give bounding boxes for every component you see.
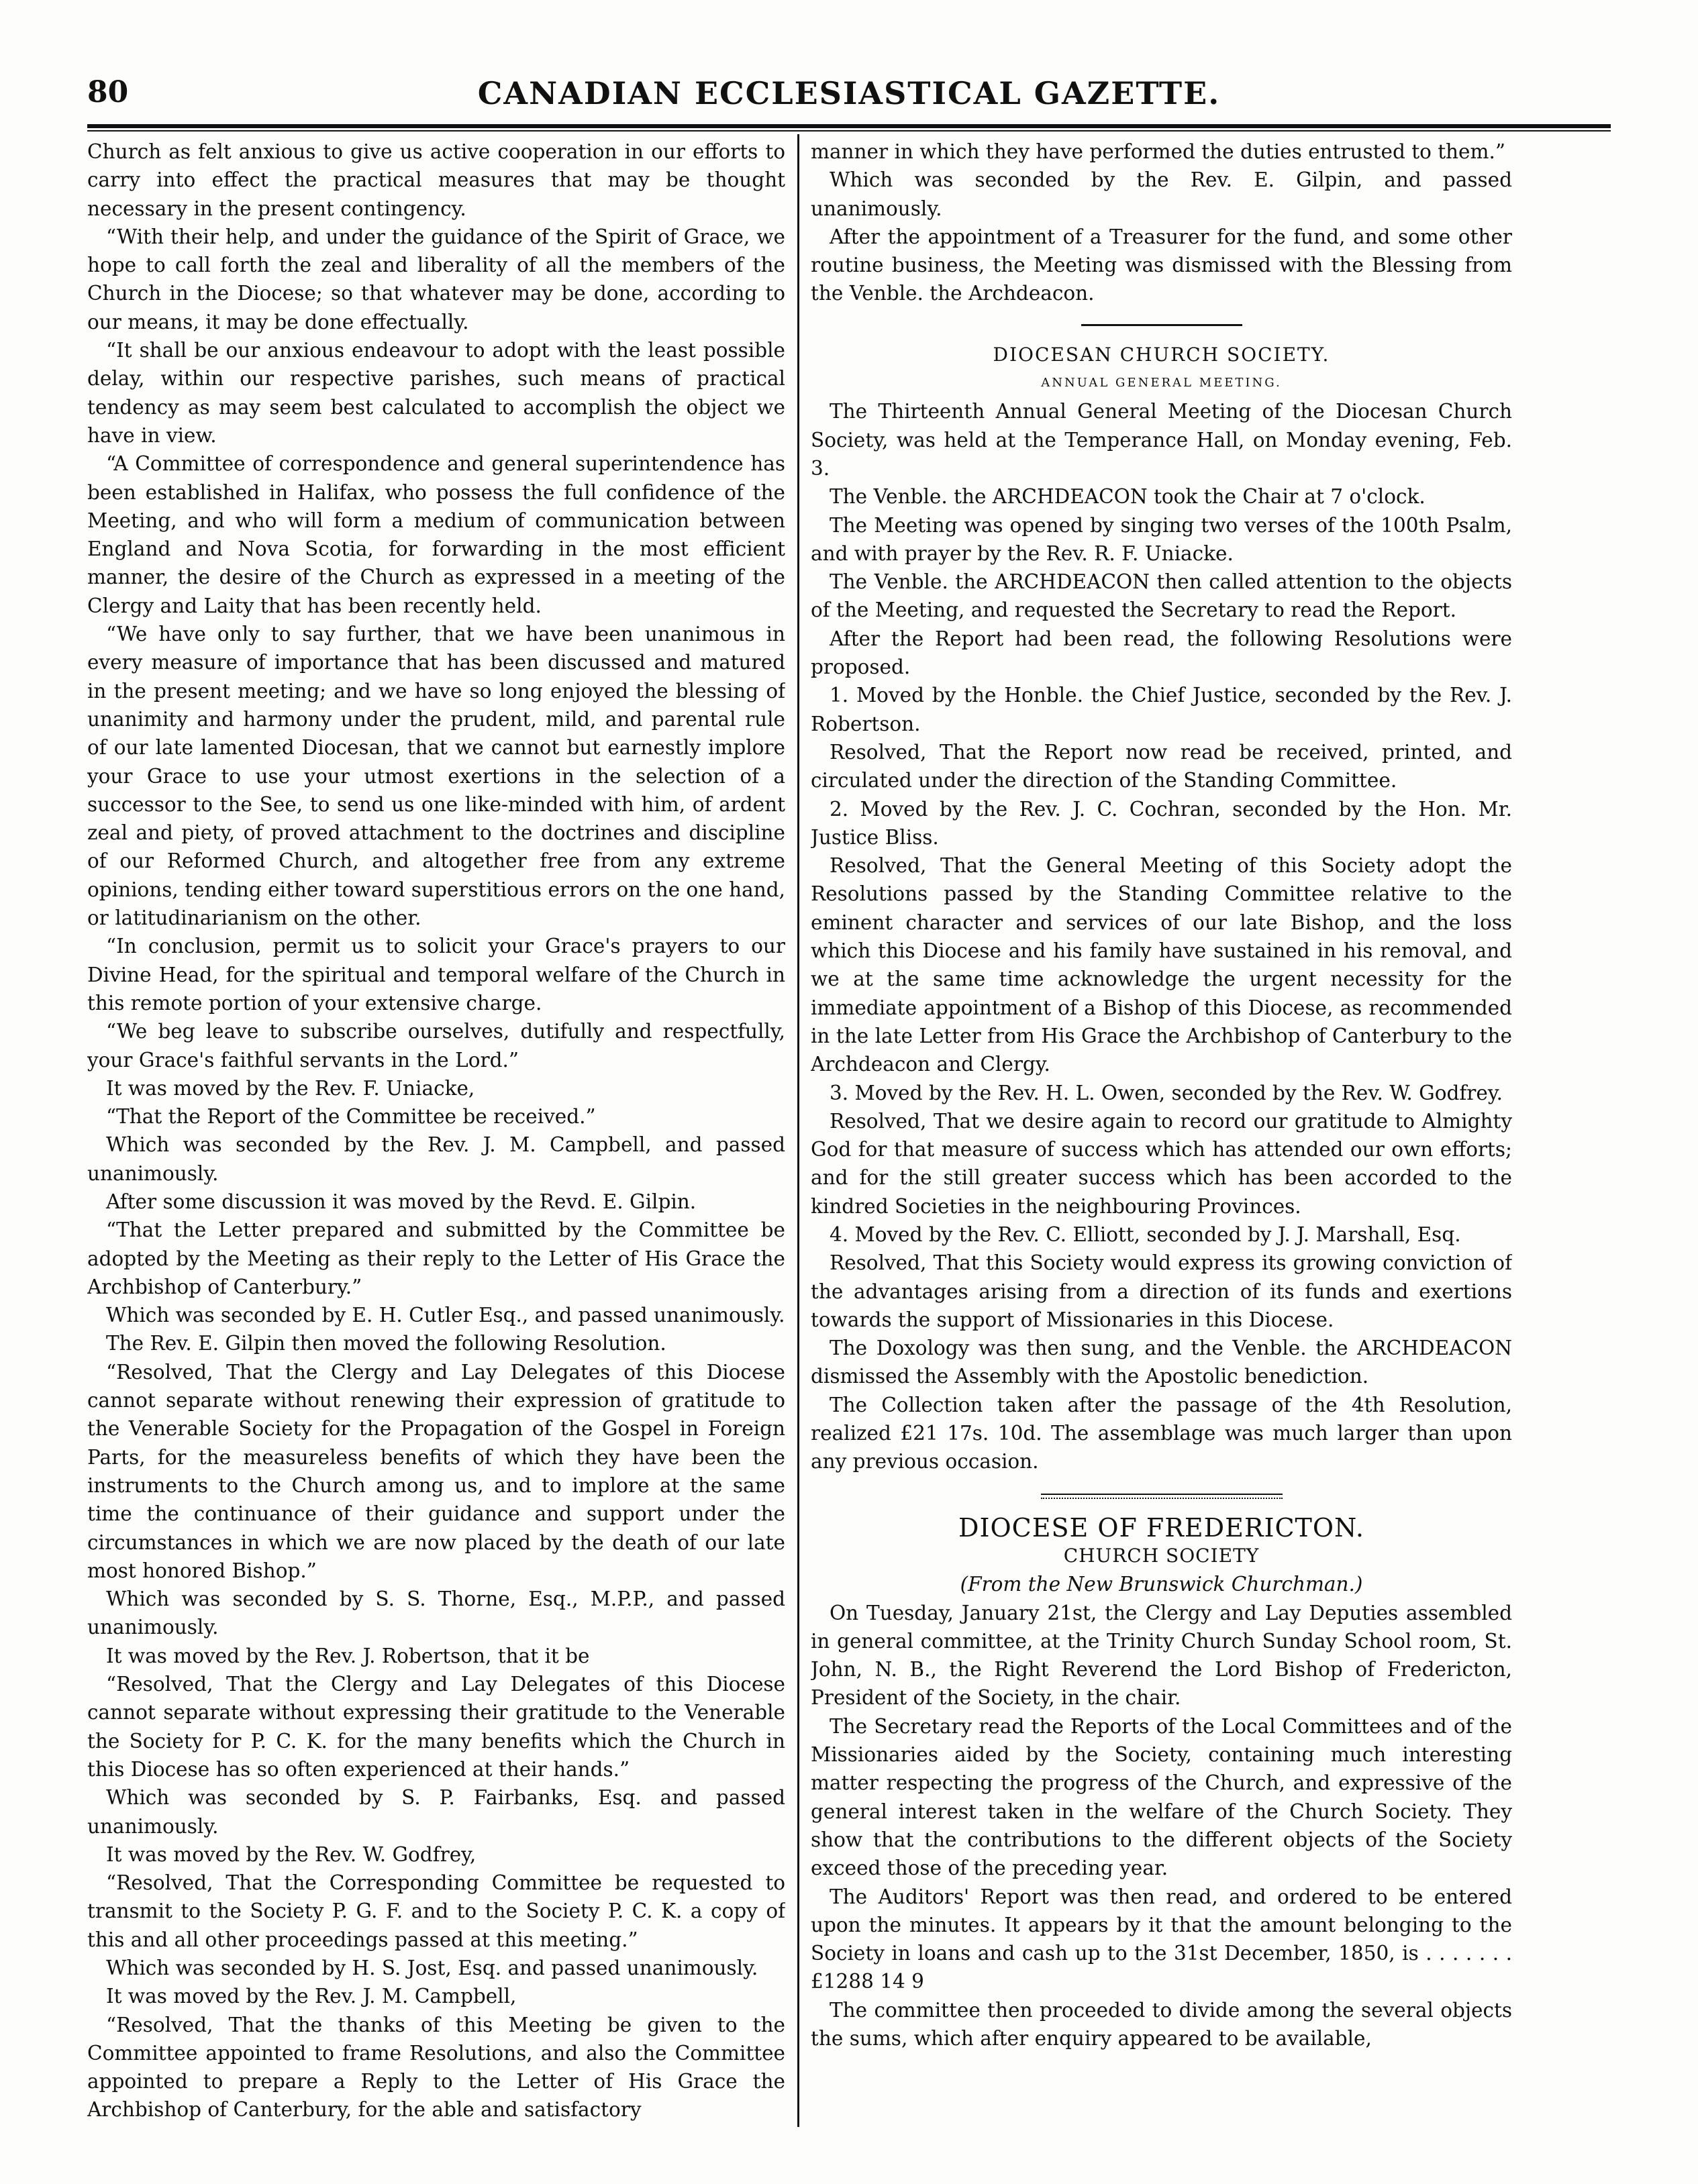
paragraph: The Meeting was opened by singing two verses of the 100th Psalm, and with prayer by the Rev. R. F. Uniacke.	[811, 513, 1512, 565]
section-subheading: ANNUAL GENERAL MEETING.	[1041, 376, 1282, 391]
page-header	[87, 75, 1611, 122]
paragraph: “That the Report of the Committee be received.”	[106, 1105, 596, 1129]
paragraph: The Secretary read the Reports of the Local Committees and of the Missionaries aided by the Society, containing much interesting matter respecting the progress of the Church, and expressive of the general interest taken in the welfare of the Church Society. They show that the contributions to the different objects of the Society exceed those of the preceding year.	[811, 1714, 1512, 1880]
paragraph: The Collection taken after the passage of the 4th Resolution, realized £21 17s. 10d. The assemblage was much larger than upon any previous occasion.	[811, 1393, 1512, 1473]
paragraph: The Venble. the ARCHDEACON took the Chair at 7 o'clock.	[830, 485, 1426, 509]
paragraph: It was moved by the Rev. F. Uniacke,	[106, 1076, 475, 1100]
paragraph: “Resolved, That the Corresponding Committee be requested to transmit to the Society P. G. F. and to the Society P. C. K. a copy of this and all other proceedings passed at this meeting.”	[87, 1871, 785, 1951]
paragraph: Which was seconded by H. S. Jost, Esq. and passed unanimously.	[106, 1957, 758, 1979]
page-number: 80	[87, 75, 129, 109]
paragraph: On Tuesday, January 21st, the Clergy and Lay Deputies assembled in general committee, at the Trinity Church Sunday School room, St. John, N. B., the Right Reverend the Lord Bishop of Fredericton, President of the Society, in the chair.	[811, 1601, 1512, 1710]
paragraph: The Thirteenth Annual General Meeting of the Diocesan Church Society, was held at the Temperance Hall, on Monday evening, Feb. 3.	[811, 400, 1512, 480]
paragraph: Resolved, That this Society would express its growing conviction of the advantages arising from a direction of its funds and exertions towards the support of Missionaries in this Diocese.	[811, 1251, 1512, 1331]
paragraph: “In conclusion, permit us to solicit your Grace's prayers to our Divine Head, for the spiritual and temporal welfare of the Church in this remote portion of your extensive charge.	[87, 935, 785, 1015]
section-heading: DIOCESE OF FREDERICTON.	[958, 1512, 1364, 1543]
paragraph: “Resolved, That the Clergy and Lay Delegates of this Diocese cannot separate without expressing their gratitude to the Venerable the Society for P. C. K. for the many benefits which the Church in this Diocese has so often experienced at their hands.”	[87, 1673, 785, 1781]
paragraph: 2. Moved by the Rev. J. C. Cochran, seconded by the Hon. Mr. Justice Bliss.	[811, 797, 1512, 849]
paragraph: Resolved, That we desire again to record our gratitude to Almighty God for that measure of success which has attended our own efforts; and for the still greater success which has been accorded to the kindred Societies in the neighbouring Provinces.	[811, 1109, 1512, 1218]
paragraph: manner in which they have performed the duties entrusted to them.”	[811, 140, 1505, 163]
paragraph: “That the Letter prepared and submitted by the Committee be adopted by the Meeting as their reply to the Letter of His Grace the Archbishop of Canterbury.”	[87, 1218, 785, 1298]
paragraph: “With their help, and under the guidance of the Spirit of Grace, we hope to call forth the zeal and liberality of all the members of the Church in the Diocese; so that whatever may be done, according to our means, it may be done effectually.	[87, 225, 785, 333]
paragraph: After the appointment of a Treasurer for the fund, and some other routine business, the Meeting was dismissed with the Blessing from the Venble. the Archdeacon.	[811, 225, 1512, 305]
paragraph: Which was seconded by the Rev. E. Gilpin, and passed unanimously.	[811, 168, 1512, 220]
paragraph: 4. Moved by the Rev. C. Elliott, seconded by J. J. Marshall, Esq.	[830, 1223, 1461, 1246]
header-rule	[87, 124, 1611, 128]
right-column	[811, 138, 1512, 2124]
section-heading: DIOCESAN CHURCH SOCIETY.	[993, 343, 1330, 366]
paragraph: “Resolved, That the Clergy and Lay Delegates of this Diocese cannot separate without renewing their expression of gratitude to the Venerable Society for the Propagation of the Gospel in Foreign Parts, for the measureless benefits of which they have been the instruments to the Church among us, and to implore at the same time the continuance of their guidance and support under the circumstances in which we are now placed by the death of our late most honored Bishop.”	[87, 1360, 785, 1582]
paragraph: After the Report had been read, the following Resolutions were proposed.	[811, 627, 1512, 679]
section-subheading: CHURCH SOCIETY	[1063, 1544, 1260, 1567]
paragraph: “We have only to say further, that we have been unanimous in every measure of importance that has been discussed and matured in the present meeting; and we have so long enjoyed the blessing of unanimity and harmony under the prudent, mild, and parental rule of our late lamented Diocesan, that we cannot but earnestly implore your Grace to use your utmost exertions in the selection of a successor to the See, to send us one like-minded with him, of ardent zeal and piety, of proved attachment to the doctrines and discipline of our Reformed Church, and altogether free from any extreme opinions, tending either toward superstitious errors on the one hand, or latitudinarianism on the other.	[87, 623, 785, 930]
paragraph: It was moved by the Rev. J. M. Campbell,	[106, 1985, 517, 2008]
left-column	[87, 138, 785, 2124]
header-rule-thin	[87, 130, 1611, 132]
column-divider	[797, 134, 799, 2127]
paragraph: Church as felt anxious to give us active cooperation in our efforts to carry into effect the practical measures that may be thought necessary in the present contingency.	[87, 140, 785, 220]
paragraph: After some discussion it was moved by the Revd. E. Gilpin.	[106, 1190, 697, 1213]
paragraph: The committee then proceeded to divide among the several objects the sums, which after enquiry appeared to be available,	[811, 1998, 1512, 2050]
paragraph: The Auditors' Report was then read, and ordered to be entered upon the minutes. It appears by it that the amount belonging to the Society in loans and cash up to the 31st December, 1850, is . . . . . . . £1288 14 9	[811, 1885, 1512, 1993]
paragraph: “Resolved, That the thanks of this Meeting be given to the Committee appointed to frame Resolutions, and also the Committee appointed to prepare a Reply to the Letter of His Grace the Archbishop of Canterbury, for the able and satisfactory	[87, 2013, 785, 2122]
section-rule	[1041, 1494, 1283, 1499]
paragraph: It was moved by the Rev. W. Godfrey,	[106, 1842, 477, 1866]
paragraph: “We beg leave to subscribe ourselves, dutifully and respectfully, your Grace's faithful servants in the Lord.”	[87, 1020, 785, 1072]
journal-title: CANADIAN ECCLESIASTICAL GAZETTE.	[477, 75, 1221, 111]
paragraph: Which was seconded by S. S. Thorne, Esq., M.P.P., and passed unanimously.	[87, 1588, 785, 1639]
paragraph: The Rev. E. Gilpin then moved the following Resolution.	[106, 1332, 666, 1355]
paragraph: 1. Moved by the Honble. the Chief Justice, seconded by the Rev. J. Robertson.	[811, 684, 1512, 735]
paragraph: “A Committee of correspondence and general superintendence has been established in Halifax, who possess the full confidence of the Meeting, and who will form a medium of communication between England and Nova Scotia, for forwarding in the most efficient manner, the desire of the Church as expressed in a meeting of the Clergy and Laity that has been recently held.	[87, 452, 785, 617]
paragraph: Which was seconded by E. H. Cutler Esq., and passed unanimously.	[106, 1304, 785, 1327]
paragraph: The Doxology was then sung, and the Venble. the ARCHDEACON dismissed the Assembly with the Apostolic benediction.	[811, 1337, 1512, 1388]
paragraph: Resolved, That the General Meeting of this Society adopt the Resolutions passed by the Standing Committee relative to the eminent character and services of our late Bishop, and the loss which this Diocese and his family have sustained in his removal, and we at the same time acknowledge the urgent necessity for the immediate appointment of a Bishop of this Diocese, as recommended in the late Letter from His Grace the Archbishop of Canterbury to the Archdeacon and Clergy.	[811, 854, 1512, 1076]
section-rule	[1081, 324, 1242, 326]
paragraph: Resolved, That the Report now read be received, printed, and circulated under the direction of the Standing Committee.	[811, 740, 1512, 792]
paragraph: It was moved by the Rev. J. Robertson, that it be	[106, 1644, 590, 1667]
source-note: (From the New Brunswick Churchman.)	[960, 1573, 1363, 1596]
paragraph: 3. Moved by the Rev. H. L. Owen, seconded by the Rev. W. Godfrey.	[830, 1081, 1503, 1104]
paragraph: Which was seconded by S. P. Fairbanks, Esq. and passed unanimously.	[87, 1786, 785, 1838]
paragraph: Which was seconded by the Rev. J. M. Campbell, and passed unanimously.	[87, 1133, 785, 1185]
paragraph: “It shall be our anxious endeavour to adopt with the least possible delay, within our respective parishes, such means of practical tendency as may seem best calculated to accomplish the object we have in view.	[87, 339, 785, 447]
paragraph: The Venble. the ARCHDEACON then called attention to the objects of the Meeting, and requested the Secretary to read the Report.	[811, 570, 1512, 622]
